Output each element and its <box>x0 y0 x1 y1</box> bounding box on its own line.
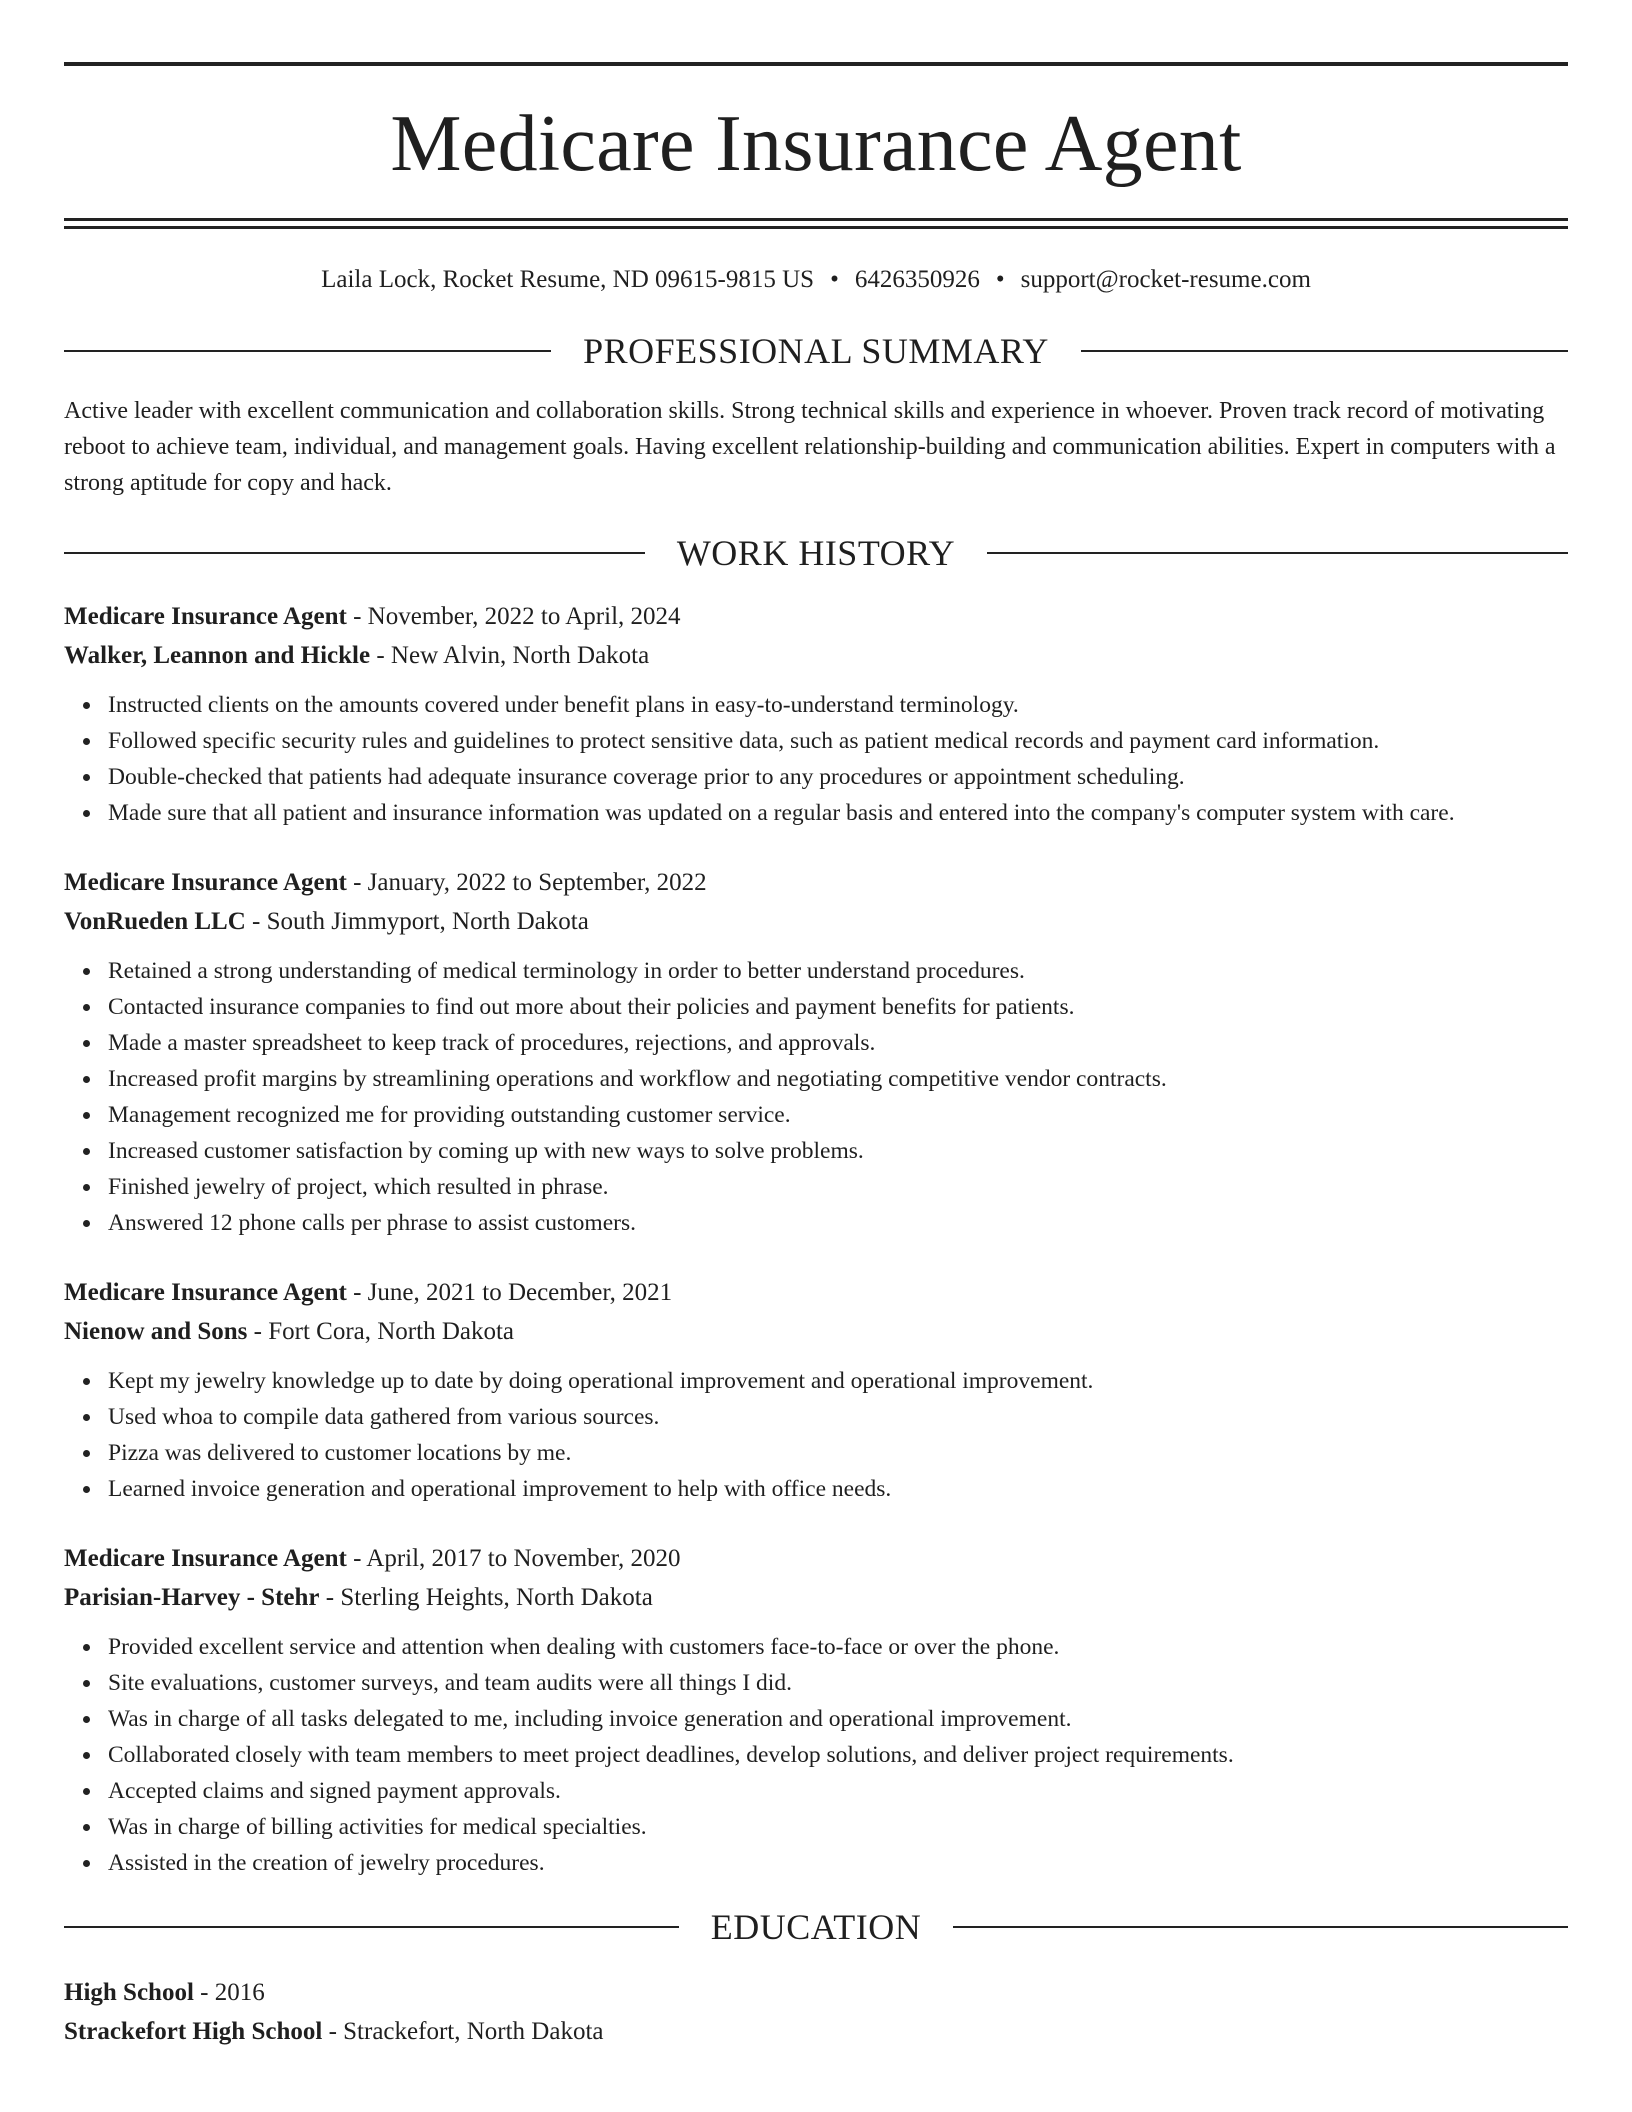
double-divider <box>64 218 1568 229</box>
resume-title: Medicare Insurance Agent <box>390 100 1242 188</box>
heading-rule-left <box>64 552 645 554</box>
heading-rule-right <box>953 1926 1568 1928</box>
education-school: Strackefort High School <box>64 2018 323 2045</box>
job-bullet: Double-checked that patients had adequate insurance coverage prior to any procedures or appointment scheduling. <box>108 759 1568 795</box>
job-bullet: Kept my jewelry knowledge up to date by doing operational improvement and operational improvement. <box>108 1363 1568 1399</box>
work-history-list <box>64 597 1568 1881</box>
contact-line <box>64 265 1568 295</box>
job-entry <box>64 863 1568 1241</box>
job-bullet-list <box>64 687 1568 831</box>
job-bullet: Finished jewelry of project, which resulted in phrase. <box>108 1169 1568 1205</box>
job-company-line <box>64 1578 1568 1617</box>
job-bullet: Provided excellent service and attention when dealing with customers face-to-face or over the phone. <box>108 1629 1568 1665</box>
job-bullet-list <box>64 953 1568 1241</box>
section-title-education: EDUCATION <box>710 1907 922 1947</box>
job-title-line <box>64 1539 1568 1578</box>
job-title-line <box>64 597 1568 636</box>
education-location: - Strackefort, North Dakota <box>322 2018 604 2045</box>
job-entry <box>64 1273 1568 1507</box>
job-entry <box>64 1539 1568 1881</box>
education-degree-line <box>64 1973 1568 2012</box>
job-location: - Sterling Heights, North Dakota <box>319 1584 653 1611</box>
section-title-work: WORK HISTORY <box>676 533 956 573</box>
job-bullet: Followed specific security rules and guidelines to protect sensitive data, such as patient medical records and payment card information. <box>108 723 1568 759</box>
education-year: - 2016 <box>193 1979 265 2006</box>
job-bullet: Management recognized me for providing outstanding customer service. <box>108 1097 1568 1133</box>
job-title: Medicare Insurance Agent <box>64 1545 347 1572</box>
job-company-line <box>64 636 1568 675</box>
education-degree: High School <box>64 1979 194 2006</box>
section-heading-education <box>64 1909 1568 1945</box>
job-dates: - April, 2017 to November, 2020 <box>346 1545 681 1572</box>
heading-rule-left <box>64 1926 679 1928</box>
heading-rule-left <box>64 350 551 352</box>
education-entry <box>64 1973 1568 2051</box>
job-bullet: Used whoa to compile data gathered from various sources. <box>108 1399 1568 1435</box>
top-divider <box>64 62 1568 66</box>
job-bullet-list <box>64 1629 1568 1881</box>
job-bullet: Learned invoice generation and operational improvement to help with office needs. <box>108 1471 1568 1507</box>
job-bullet: Accepted claims and signed payment approvals. <box>108 1773 1568 1809</box>
job-location: - New Alvin, North Dakota <box>370 642 650 669</box>
job-title-line <box>64 863 1568 902</box>
job-bullet: Instructed clients on the amounts covered under benefit plans in easy-to-understand terminology. <box>108 687 1568 723</box>
job-dates: - November, 2022 to April, 2024 <box>346 603 681 630</box>
section-heading-summary <box>64 333 1568 369</box>
job-bullet: Contacted insurance companies to find out more about their policies and payment benefits for patients. <box>108 989 1568 1025</box>
job-bullet: Pizza was delivered to customer locations by me. <box>108 1435 1568 1471</box>
job-company: VonRueden LLC <box>64 908 246 935</box>
job-bullet: Increased profit margins by streamlining operations and workflow and negotiating competitive vendor contracts. <box>108 1061 1568 1097</box>
contact-separator: • <box>995 266 1005 293</box>
heading-rule-right <box>1081 350 1568 352</box>
section-heading-work <box>64 535 1568 571</box>
contact-email: support@rocket-resume.com <box>1020 266 1311 293</box>
job-title: Medicare Insurance Agent <box>64 1279 347 1306</box>
job-location: - South Jimmyport, North Dakota <box>245 908 589 935</box>
contact-phone: 6426350926 <box>854 266 980 293</box>
job-dates: - January, 2022 to September, 2022 <box>346 869 707 896</box>
job-bullet: Increased customer satisfaction by coming up with new ways to solve problems. <box>108 1133 1568 1169</box>
contact-separator: • <box>830 266 839 293</box>
job-bullet-list <box>64 1363 1568 1507</box>
education-school-line <box>64 2012 1568 2051</box>
job-dates: - June, 2021 to December, 2021 <box>346 1279 673 1306</box>
job-company: Parisian-Harvey - Stehr <box>64 1584 320 1611</box>
job-bullet: Was in charge of billing activities for medical specialties. <box>108 1809 1568 1845</box>
summary-text: Active leader with excellent communication and collaboration skills. Strong technical skills and experience in whoever. Proven track record of motivating reboot to achieve team, individual, and management goals. Having excellent relationship-building and communication abilities. Expert in computers with a strong aptitude for copy and hack. <box>64 398 1556 496</box>
job-bullet: Answered 12 phone calls per phrase to assist customers. <box>108 1205 1568 1241</box>
job-bullet: Retained a strong understanding of medical terminology in order to better understand procedures. <box>108 953 1568 989</box>
job-bullet: Assisted in the creation of jewelry procedures. <box>108 1845 1568 1881</box>
job-title: Medicare Insurance Agent <box>64 869 347 896</box>
job-entry <box>64 597 1568 831</box>
job-title: Medicare Insurance Agent <box>64 603 347 630</box>
job-title-line <box>64 1273 1568 1312</box>
job-bullet: Site evaluations, customer surveys, and team audits were all things I did. <box>108 1665 1568 1701</box>
job-bullet: Collaborated closely with team members to meet project deadlines, develop solutions, and deliver project requirements. <box>108 1737 1568 1773</box>
job-bullet: Made a master spreadsheet to keep track of procedures, rejections, and approvals. <box>108 1025 1568 1061</box>
job-company-line <box>64 1312 1568 1351</box>
job-location: - Fort Cora, North Dakota <box>247 1318 515 1345</box>
heading-rule-right <box>987 552 1568 554</box>
section-title-summary: PROFESSIONAL SUMMARY <box>583 331 1049 371</box>
job-company: Walker, Leannon and Hickle <box>64 642 371 669</box>
job-bullet: Was in charge of all tasks delegated to me, including invoice generation and operational improvement. <box>108 1701 1568 1737</box>
job-bullet: Made sure that all patient and insurance information was updated on a regular basis and entered into the company's computer system with care. <box>108 795 1568 831</box>
contact-address: Laila Lock, Rocket Resume, ND 09615-9815 US <box>321 266 815 293</box>
job-company-line <box>64 902 1568 941</box>
job-company: Nienow and Sons <box>64 1318 248 1345</box>
